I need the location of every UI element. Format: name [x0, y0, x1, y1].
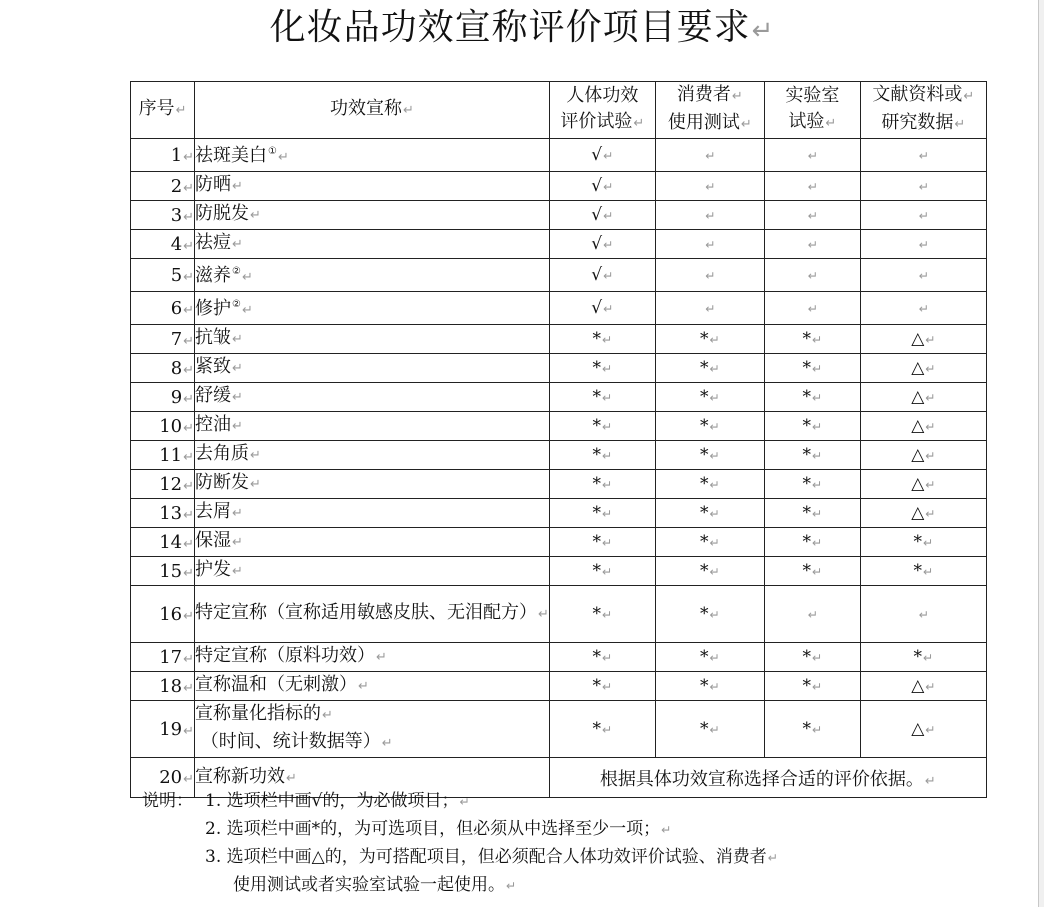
lab-test-cell: ↵: [764, 201, 860, 230]
table-row: [131, 292, 987, 325]
header-claim: 功效宣称↵: [195, 82, 550, 139]
header-literature: 文献资料或↵ 研究数据↵: [860, 82, 986, 139]
row-number: 1↵: [131, 139, 195, 172]
consumer-test-cell: ↵: [655, 201, 764, 230]
row-number: 9↵: [131, 383, 195, 412]
consumer-test-cell: *↵: [655, 354, 764, 383]
consumer-test-cell: *↵: [655, 383, 764, 412]
claim-cell: 祛斑美白①↵: [195, 139, 550, 172]
claim-cell: 保湿↵: [195, 528, 550, 557]
human-test-cell: √↵: [549, 139, 655, 172]
consumer-test-cell: *↵: [655, 701, 764, 758]
claim-cell: 特定宣称（原料功效）↵: [195, 643, 550, 672]
literature-cell: ↵: [860, 172, 986, 201]
lab-test-cell: *↵: [764, 643, 860, 672]
row-number: 12↵: [131, 470, 195, 499]
row-number: 4↵: [131, 230, 195, 259]
row-number: 2↵: [131, 172, 195, 201]
lab-test-cell: *↵: [764, 354, 860, 383]
literature-cell: ↵: [860, 259, 986, 292]
literature-cell: △↵: [860, 383, 986, 412]
literature-cell: △↵: [860, 499, 986, 528]
claim-cell: 去屑↵: [195, 499, 550, 528]
row-number: 16↵: [131, 586, 195, 643]
table-row: [131, 383, 987, 412]
row-number: 15↵: [131, 557, 195, 586]
human-test-cell: *↵: [549, 412, 655, 441]
literature-cell: ↵: [860, 230, 986, 259]
table-row: [131, 528, 987, 557]
claim-cell: 紧致↵: [195, 354, 550, 383]
literature-cell: ↵: [860, 201, 986, 230]
claim-cell: 抗皱↵: [195, 325, 550, 354]
claim-cell: 防脱发↵: [195, 201, 550, 230]
table-row: [131, 354, 987, 383]
claim-cell: 防断发↵: [195, 470, 550, 499]
row-number: 14↵: [131, 528, 195, 557]
literature-cell: *↵: [860, 557, 986, 586]
human-test-cell: *↵: [549, 672, 655, 701]
lab-test-cell: *↵: [764, 470, 860, 499]
claim-cell: 祛痘↵: [195, 230, 550, 259]
consumer-test-cell: *↵: [655, 441, 764, 470]
lab-test-cell: *↵: [764, 528, 860, 557]
human-test-cell: *↵: [549, 528, 655, 557]
claim-cell: 宣称量化指标的↵ （时间、统计数据等）↵: [195, 701, 550, 758]
human-test-cell: *↵: [549, 383, 655, 412]
human-test-cell: *↵: [549, 470, 655, 499]
consumer-test-cell: ↵: [655, 292, 764, 325]
lab-test-cell: ↵: [764, 139, 860, 172]
literature-cell: △↵: [860, 325, 986, 354]
consumer-test-cell: *↵: [655, 325, 764, 354]
claim-cell: 滋养②↵: [195, 259, 550, 292]
human-test-cell: *↵: [549, 586, 655, 643]
consumer-test-cell: *↵: [655, 557, 764, 586]
row-number: 19↵: [131, 701, 195, 758]
human-test-cell: √↵: [549, 201, 655, 230]
human-test-cell: √↵: [549, 259, 655, 292]
header-no: 序号↵: [131, 82, 195, 139]
consumer-test-cell: *↵: [655, 499, 764, 528]
lab-test-cell: *↵: [764, 701, 860, 758]
consumer-test-cell: *↵: [655, 528, 764, 557]
human-test-cell: √↵: [549, 230, 655, 259]
claim-cell: 控油↵: [195, 412, 550, 441]
table-row: [131, 643, 987, 672]
lab-test-cell: ↵: [764, 292, 860, 325]
page-title: 化妆品功效宣称评价项目要求↵: [269, 7, 775, 48]
literature-cell: △↵: [860, 470, 986, 499]
human-test-cell: *↵: [549, 643, 655, 672]
note-item-continued: 使用测试或者实验室试验一起使用。↵: [233, 875, 517, 895]
consumer-test-cell: *↵: [655, 672, 764, 701]
header-human: 人体功效 评价试验↵: [549, 82, 655, 139]
table-row: [131, 470, 987, 499]
table-row: [131, 325, 987, 354]
table-row: [131, 201, 987, 230]
human-test-cell: √↵: [549, 172, 655, 201]
table-row: [131, 701, 987, 758]
human-test-cell: *↵: [549, 499, 655, 528]
lab-test-cell: *↵: [764, 441, 860, 470]
note-item: 说明： 1. 选项栏中画√的，为必做项目；↵: [142, 791, 470, 811]
table-row: [131, 139, 987, 172]
literature-cell: △↵: [860, 441, 986, 470]
consumer-test-cell: ↵: [655, 259, 764, 292]
notes: [142, 788, 778, 900]
claim-cell: 舒缓↵: [195, 383, 550, 412]
claim-cell: 修护②↵: [195, 292, 550, 325]
claim-cell: 宣称温和（无刺激）↵: [195, 672, 550, 701]
row-number: 7↵: [131, 325, 195, 354]
human-test-cell: *↵: [549, 325, 655, 354]
row-number: 10↵: [131, 412, 195, 441]
lab-test-cell: ↵: [764, 586, 860, 643]
claim-cell: 去角质↵: [195, 441, 550, 470]
claim-cell: 防晒↵: [195, 172, 550, 201]
table-row: [131, 586, 987, 643]
consumer-test-cell: ↵: [655, 139, 764, 172]
row-number: 20↵: [131, 758, 195, 798]
consumer-test-cell: ↵: [655, 172, 764, 201]
row-number: 6↵: [131, 292, 195, 325]
lab-test-cell: *↵: [764, 325, 860, 354]
table-row: [131, 441, 987, 470]
lab-test-cell: ↵: [764, 172, 860, 201]
human-test-cell: *↵: [549, 441, 655, 470]
literature-cell: *↵: [860, 643, 986, 672]
evaluation-basis-cell: 根据具体功效宣称选择合适的评价依据。↵: [549, 758, 986, 798]
header-lab: 实验室 试验↵: [764, 82, 860, 139]
consumer-test-cell: *↵: [655, 643, 764, 672]
claim-cell: 护发↵: [195, 557, 550, 586]
claim-cell: 特定宣称（宣称适用敏感皮肤、无泪配方）↵: [195, 586, 550, 643]
table-row: [131, 557, 987, 586]
table-row: [131, 412, 987, 441]
table-row: [131, 230, 987, 259]
row-number: 11↵: [131, 441, 195, 470]
lab-test-cell: *↵: [764, 557, 860, 586]
table-row: [131, 259, 987, 292]
note-item: 2. 选项栏中画*的，为可选项目，但必须从中选择至少一项；↵: [205, 819, 672, 839]
claim-cell: 宣称新功效↵: [195, 758, 550, 798]
lab-test-cell: *↵: [764, 499, 860, 528]
human-test-cell: *↵: [549, 701, 655, 758]
literature-cell: *↵: [860, 528, 986, 557]
note-item: 3. 选项栏中画△的，为可搭配项目，但必须配合人体功效评价试验、消费者↵: [205, 847, 778, 867]
table-row: [131, 499, 987, 528]
row-number: 17↵: [131, 643, 195, 672]
claims-table: [130, 81, 987, 798]
consumer-test-cell: *↵: [655, 412, 764, 441]
literature-cell: △↵: [860, 672, 986, 701]
table-row: [131, 172, 987, 201]
lab-test-cell: ↵: [764, 259, 860, 292]
consumer-test-cell: *↵: [655, 470, 764, 499]
table-row: [131, 672, 987, 701]
human-test-cell: *↵: [549, 354, 655, 383]
table-body: [131, 139, 987, 798]
row-number: 13↵: [131, 499, 195, 528]
table-header: [131, 82, 987, 139]
literature-cell: △↵: [860, 701, 986, 758]
row-number: 18↵: [131, 672, 195, 701]
row-number: 8↵: [131, 354, 195, 383]
human-test-cell: √↵: [549, 292, 655, 325]
lab-test-cell: *↵: [764, 383, 860, 412]
consumer-test-cell: ↵: [655, 230, 764, 259]
literature-cell: ↵: [860, 139, 986, 172]
lab-test-cell: ↵: [764, 230, 860, 259]
literature-cell: ↵: [860, 292, 986, 325]
lab-test-cell: *↵: [764, 412, 860, 441]
lab-test-cell: *↵: [764, 672, 860, 701]
row-number: 5↵: [131, 259, 195, 292]
literature-cell: ↵: [860, 586, 986, 643]
human-test-cell: *↵: [549, 557, 655, 586]
header-consumer: 消费者↵ 使用测试↵: [655, 82, 764, 139]
row-number: 3↵: [131, 201, 195, 230]
consumer-test-cell: *↵: [655, 586, 764, 643]
literature-cell: △↵: [860, 412, 986, 441]
literature-cell: △↵: [860, 354, 986, 383]
